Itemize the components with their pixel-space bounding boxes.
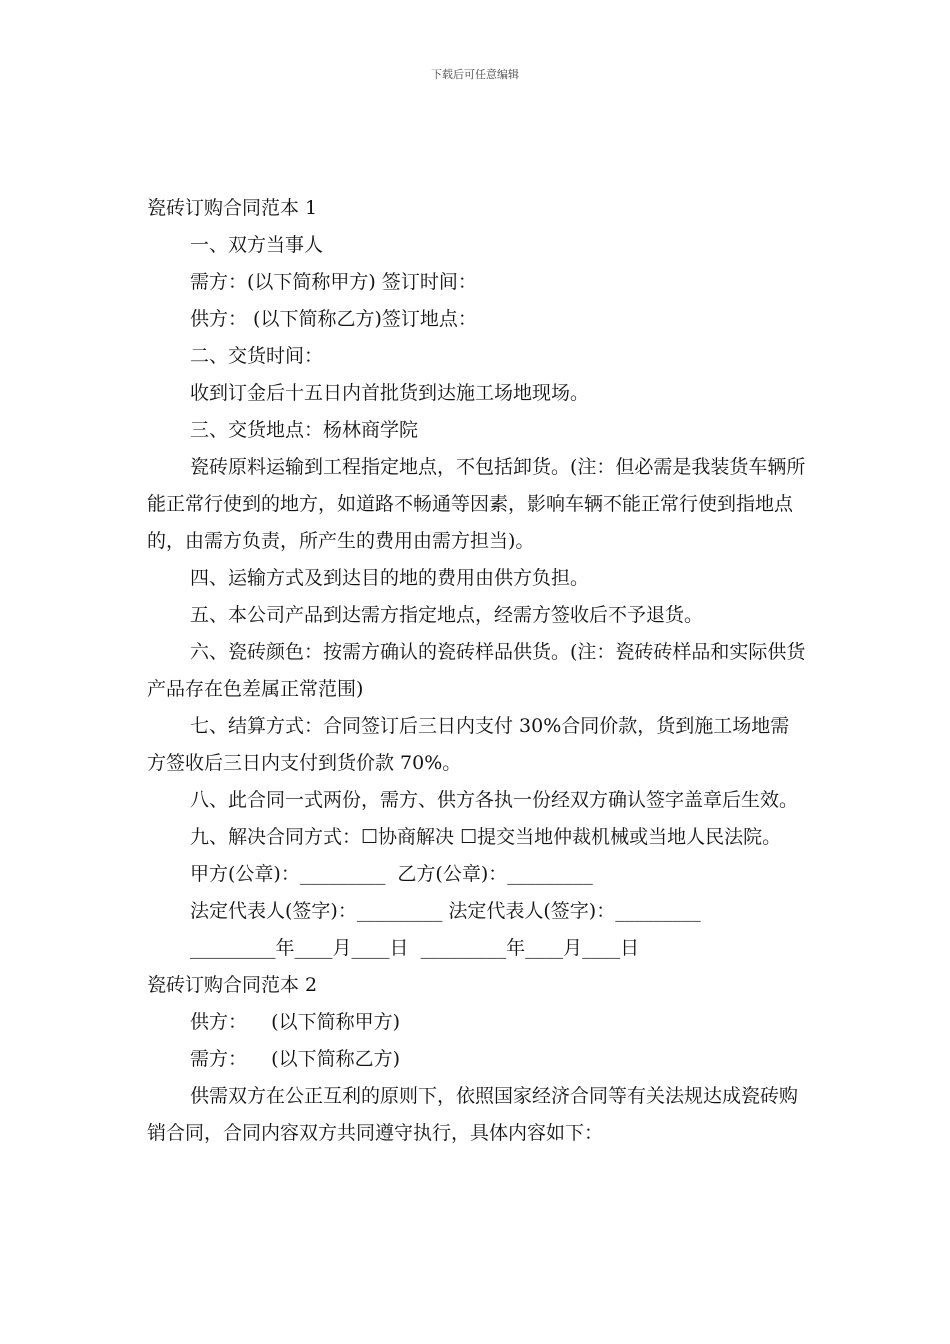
signature-date-line: _________年____月____日 _________年____月____日 <box>190 937 640 959</box>
paragraph-parties: 一、双方当事人 <box>190 234 324 256</box>
paragraph-delivery-place: 三、交货地点：杨林商学院 <box>190 419 419 441</box>
contract-title-1: 瓷砖订购合同范本 1 <box>147 197 318 219</box>
paragraph-copies: 八、此合同一式两份，需方、供方各执一份经双方确认签字盖章后生效。 <box>190 789 799 811</box>
paragraph-delivery-time: 收到订金后十五日内首批货到达施工场地现场。 <box>190 382 590 404</box>
header-note: 下载后可任意编辑 <box>431 68 519 81</box>
paragraph-buyer: 需方：(以下简称甲方) 签订时间： <box>190 271 477 293</box>
paragraph-transport-cost: 四、运输方式及到达目的地的费用由供方负担。 <box>190 567 590 589</box>
paragraph-delivery-time-heading: 二、交货时间： <box>190 345 324 367</box>
paragraph-intro-2: 供需双方在公正互利的原则下，依照国家经济合同等有关法规达成瓷砖购销合同，合同内容双方共同遵守执行，具体内容如下： <box>147 1085 799 1144</box>
contract-title-2: 瓷砖订购合同范本 2 <box>147 974 318 996</box>
paragraph-buyer-2: 需方： (以下简称乙方) <box>190 1048 400 1070</box>
paragraph-no-return: 五、本公司产品到达需方指定地点，经需方签收后不予退货。 <box>190 604 704 626</box>
signature-representative-line: 法定代表人(签字)：_________ 法定代表人(签字)：_________ <box>190 900 701 922</box>
paragraph-tile-color: 六、瓷砖颜色：按需方确认的瓷砖样品供货。(注：瓷砖砖样品和实际供货产品存在色差属正常范围) <box>147 641 806 700</box>
paragraph-supplier-2: 供方： (以下简称甲方) <box>190 1011 400 1033</box>
signature-seal-line: 甲方(公章)：_________ 乙方(公章)：_________ <box>190 863 593 885</box>
paragraph-transport-note: 瓷砖原料运输到工程指定地点，不包括卸货。(注：但必需是我装货车辆所能正常行使到的地方，如道路不畅通等因素，影响车辆不能正常行使到指地点的，由需方负责，所产生的费用由需方担当)。 <box>147 456 806 552</box>
document-body <box>147 190 807 1152</box>
paragraph-settlement: 七、结算方式：合同签订后三日内支付 30%合同价款，货到施工场地需方签收后三日内支付到货价款 70%。 <box>147 715 790 774</box>
paragraph-supplier: 供方： (以下简称乙方)签订地点： <box>190 308 477 330</box>
paragraph-dispute: 九、解决合同方式：☐协商解决 ☐提交当地仲裁机械或当地人民法院。 <box>190 826 782 848</box>
